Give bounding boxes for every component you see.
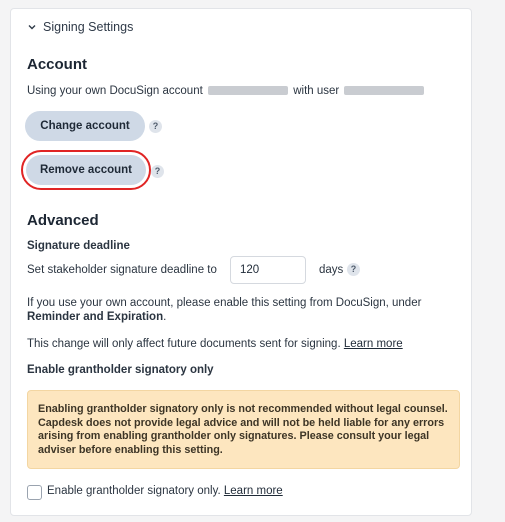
info-line-1: If you use your own account, please enable this setting from DocuSign, under: [27, 297, 422, 309]
learn-more-link[interactable]: Learn more: [343, 338, 403, 350]
reminder-expiration-text: Reminder and Expiration: [27, 311, 164, 323]
deadline-input[interactable]: 120: [230, 256, 306, 284]
question-circle-icon[interactable]: ?: [151, 165, 164, 178]
info-line-2-end: .: [163, 311, 167, 323]
change-note: [27, 338, 403, 350]
deadline-label: Set stakeholder signature deadline to: [27, 264, 217, 276]
account-status-middle: with user: [293, 85, 340, 97]
question-circle-icon[interactable]: ?: [149, 120, 162, 133]
advanced-heading: Advanced: [27, 212, 99, 229]
change-account-button[interactable]: Change account: [25, 111, 145, 141]
account-status-prefix: Using your own DocuSign account: [27, 85, 203, 97]
question-circle-icon[interactable]: ?: [347, 263, 360, 276]
section-toggle[interactable]: [27, 20, 133, 34]
warning-banner: [27, 390, 460, 469]
deadline-unit: days: [319, 264, 344, 276]
remove-account-button[interactable]: Remove account: [26, 155, 146, 185]
signing-settings-card: [10, 8, 472, 516]
chevron-down-icon: [27, 22, 37, 32]
checkbox-label-text: Enable grantholder signatory only.: [47, 485, 221, 497]
grantholder-checkbox[interactable]: [27, 485, 42, 500]
deadline-heading: Signature deadline: [27, 240, 130, 252]
redacted-account: [208, 86, 288, 95]
grantholder-heading: Enable grantholder signatory only: [27, 364, 214, 376]
info-line-2: [27, 311, 166, 323]
account-status: [27, 85, 424, 97]
checkbox-label: [47, 485, 283, 497]
learn-more-link[interactable]: Learn more: [223, 485, 283, 497]
account-heading: Account: [27, 56, 87, 73]
warning-text: Enabling grantholder signatory only is not recommended without legal counsel. Capdesk does not provide legal advice and will not be held liable for any errors arising from enabling grantholder only signatures. Please consult your legal adviser before enabling this setting.: [38, 403, 448, 456]
section-title: Signing Settings: [43, 20, 134, 34]
redacted-user: [344, 86, 424, 95]
change-note-text: This change will only affect future documents sent for signing.: [27, 338, 341, 350]
